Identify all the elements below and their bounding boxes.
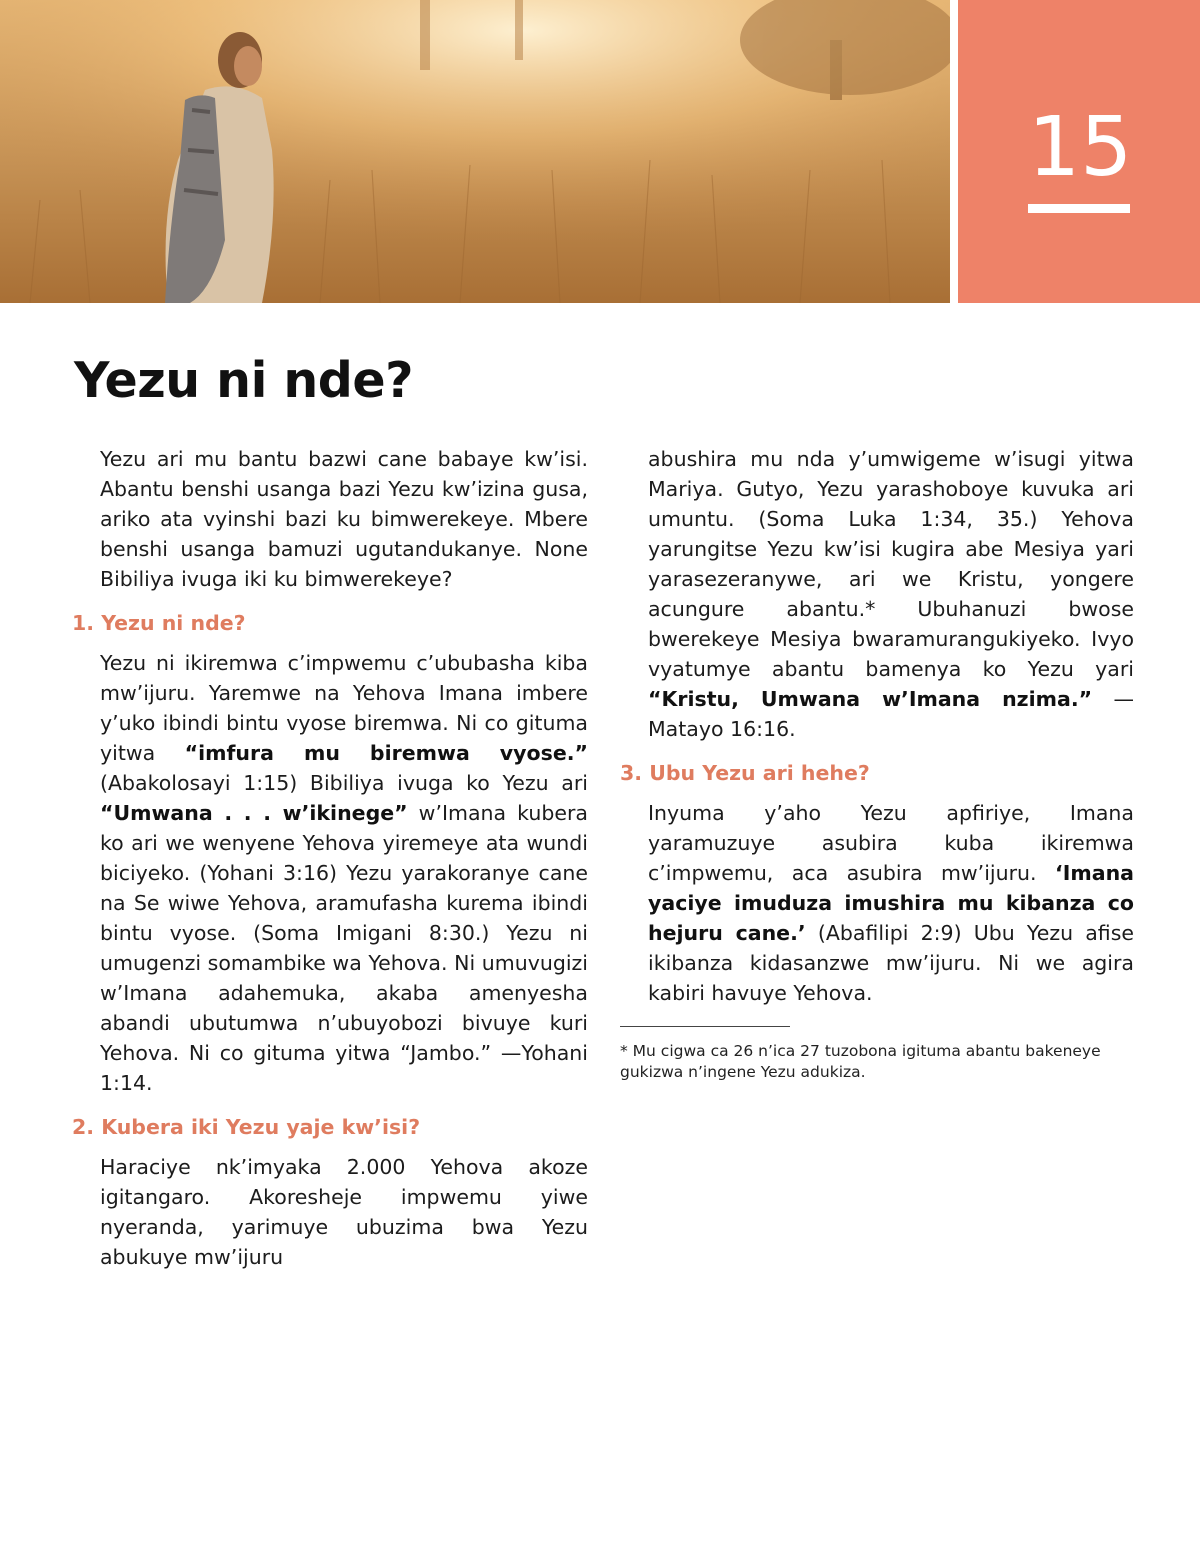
footnote-divider: [620, 1026, 790, 1027]
intro-paragraph: Yezu ari mu bantu bazwi cane babaye kw’isi. Abantu benshi usanga bazi Yezu kw’izina gusa, ariko ata vyinshi bazi ku bimwerekeye. Mbere benshi usanga bamuzi ugutandukanye. None Bibiliya ivuga iki ku bimwerekeye?: [100, 447, 588, 591]
chapter-rule: [1028, 204, 1130, 213]
question-2-answer-part2: abushira mu nda y’umwigeme w’isugi yitwa Mariya. Gutyo, Yezu yarashoboye kuvuka ari umuntu. (Soma Luka 1:34, 35.) Yehova yarungitse Yezu kw’isi kugira abe Mesiya yari yarasezeranywe, ari we Kristu, yongere acungure abantu.* Ubuhanuzi bwose bwerekeye Mesiya bwaramurangukiyeko. Ivyo vyatumye abantu bamenya ko Yezu yari “Kristu, Umwana w’Imana nzima.” —Matayo 16:16.: [648, 447, 1134, 741]
chapter-number: 15: [1028, 100, 1133, 195]
left-column: [72, 444, 588, 1272]
question-3-answer: Inyuma y’aho Yezu apfiriye, Imana yaramuzuye asubira kuba ikiremwa c’impwemu, aca asubira mw’ijuru. ‘Imana yaciye imuduza imushira mu kibanza co hejuru cane.’ (Abafilipi 2:9) Ubu Yezu afise ikibanza kidasanzwe mw’ijuru. Ni we agira kabiri havuye Yehova.: [648, 801, 1134, 1005]
question-3-heading: 3. Ubu Yezu ari hehe?: [620, 761, 870, 785]
quote-only-begotten: “Umwana . . . w’ikinege”: [100, 801, 408, 825]
hero-image: [0, 0, 950, 303]
quote-exalted: ‘Imana yaciye imuduza imushira mu kibanza co hejuru cane.’: [648, 861, 1134, 945]
right-column: [620, 444, 1134, 1083]
page-title: Yezu ni nde?: [74, 352, 414, 409]
question-2-heading: 2. Kubera iki Yezu yaje kw’isi?: [72, 1115, 421, 1139]
quote-firstborn: “imfura mu biremwa vyose.”: [184, 741, 588, 765]
field-scene-illustration: [0, 0, 950, 303]
question-2-answer-part1: Haraciye nk’imyaka 2.000 Yehova akoze igitangaro. Akoresheje impwemu yiwe nyeranda, yarimuye ubuzima bwa Yezu abukuye mw’ijuru: [100, 1155, 588, 1269]
footnote: * Mu cigwa ca 26 n’ica 27 tuzobona igituma abantu bakeneye gukizwa n’ingene Yezu adukiza.: [620, 1042, 1101, 1081]
question-1-heading: 1. Yezu ni nde?: [72, 611, 246, 635]
question-1-answer: Yezu ni ikiremwa c’impwemu c’ububasha kiba mw’ijuru. Yaremwe na Yehova Imana imbere y’uko ibindi bintu vyose biremwa. Ni co gituma yitwa “imfura mu biremwa vyose.” (Abakolosayi 1:15) Bibiliya ivuga ko Yezu ari “Umwana . . . w’ikinege” w’Imana kubera ko ari we wenyene Yehova yiremeye ata wundi biciyeko. (Yohani 3:16) Yezu yarakoranye cane na Se wiwe Yehova, aramufasha kurema ibindi bintu vyose. (Soma Imigani 8:30.) Yezu ni umugenzi somambike wa Yehova. Ni umuvugizi w’Imana adahemuka, akaba amenyesha abandi ubutumwa n’ubuyobozi bivuye kuri Yehova. Ni co gituma yitwa “Jambo.” —Yohani 1:14.: [100, 651, 588, 1095]
quote-christ: “Kristu, Umwana w’Imana nzima.”: [648, 687, 1093, 711]
